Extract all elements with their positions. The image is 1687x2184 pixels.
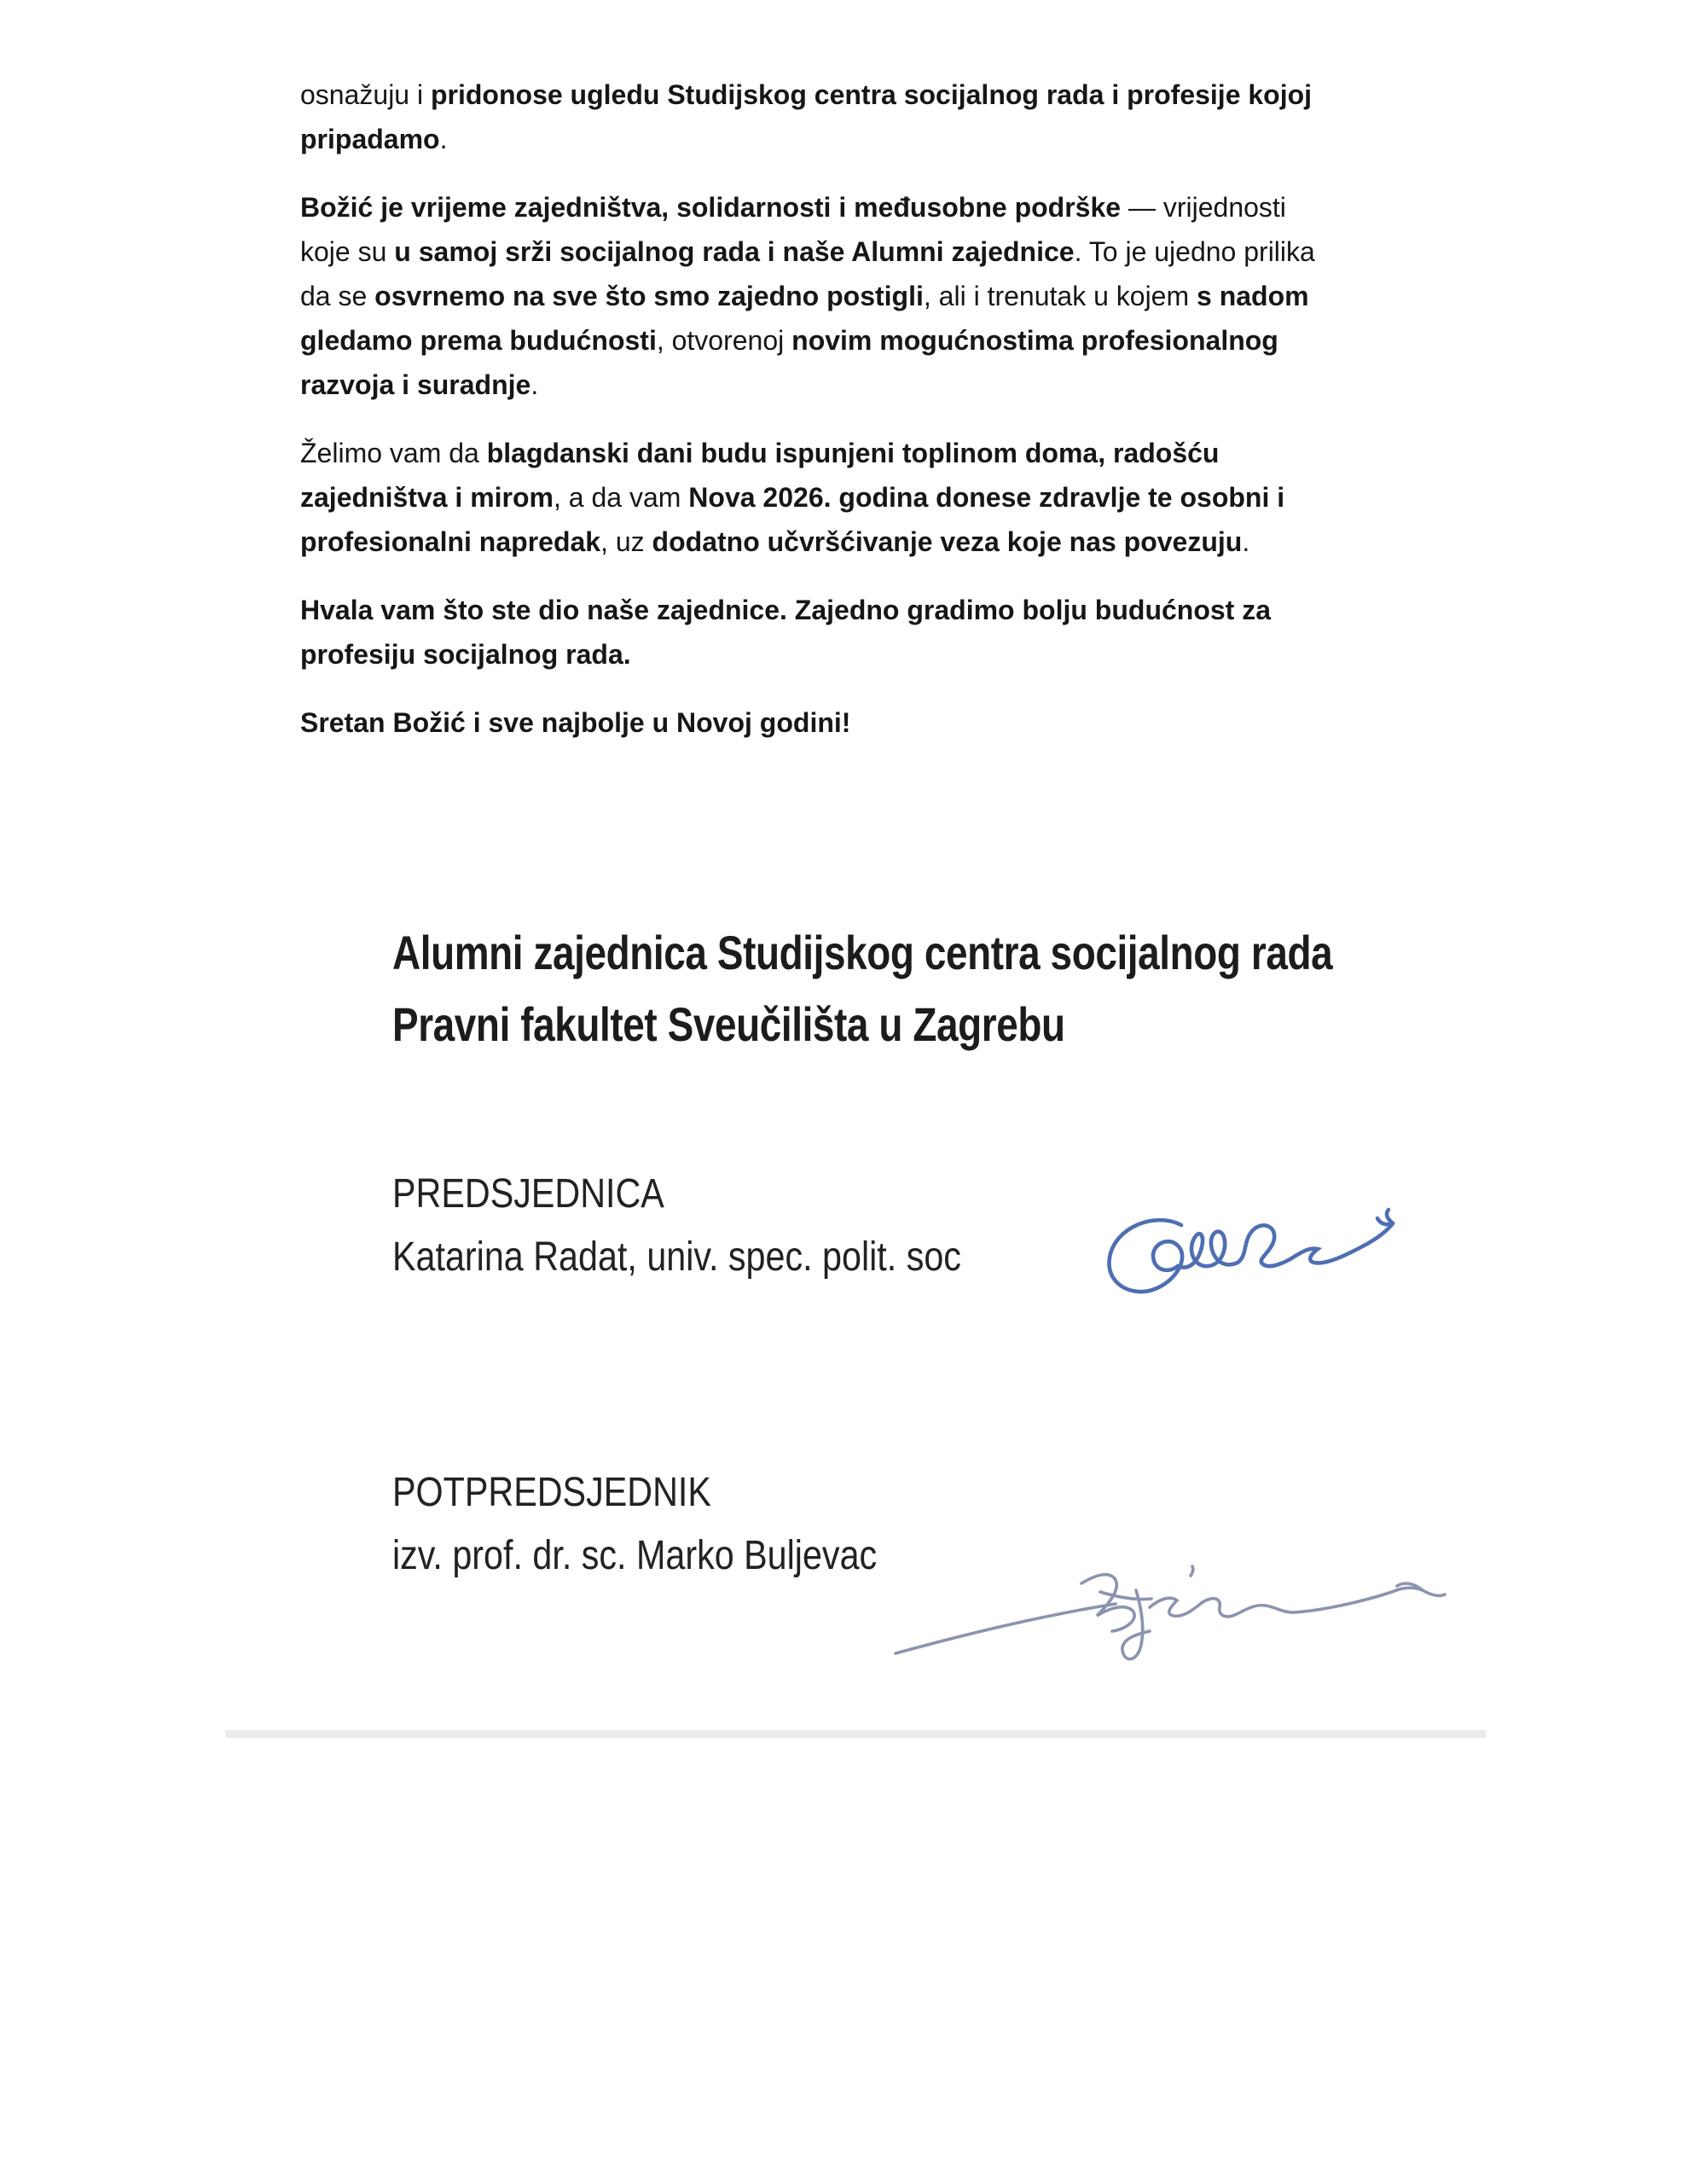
paragraph xyxy=(300,431,1383,564)
text-line xyxy=(300,632,1383,677)
text-segment: novim mogućnostima profesionalnog xyxy=(791,325,1278,356)
text-segment: koje su xyxy=(300,236,395,267)
text-segment: Sretan Božić i sve najbolje u Novoj godini! xyxy=(300,707,851,738)
divider-line xyxy=(225,1730,1486,1738)
paragraph xyxy=(300,185,1383,407)
text-line xyxy=(300,475,1383,520)
text-segment: razvoja i suradnje xyxy=(300,369,531,400)
text-segment: — vrijednosti xyxy=(1121,192,1286,223)
text-segment: , otvorenoj xyxy=(656,325,792,356)
body-text xyxy=(300,73,1383,769)
text-segment: , ali i trenutak u kojem xyxy=(923,281,1197,311)
text-segment: . xyxy=(439,124,448,154)
text-segment: Božić je vrijeme zajedništva, solidarnosti i međusobne podrške xyxy=(300,192,1122,223)
text-segment: da se xyxy=(300,281,375,311)
text-line xyxy=(300,73,1383,117)
text-segment: Želimo vam da xyxy=(300,438,487,468)
text-segment: , a da vam xyxy=(553,482,689,513)
signer-title: PREDSJEDNICA xyxy=(392,1171,664,1217)
text-segment: Nova 2026. godina donese zdravlje te osobni i xyxy=(688,482,1285,513)
signer-vice-president xyxy=(392,1461,956,1588)
signer-name: Katarina Radat, univ. spec. polit. soc xyxy=(392,1234,961,1280)
text-segment: pridonose ugledu Studijskog centra socijalnog rada i profesije kojoj xyxy=(430,79,1313,110)
organization-faculty: Pravni fakultet Sveučilišta u Zagrebu xyxy=(392,997,1065,1051)
text-line xyxy=(300,431,1383,475)
text-segment: Hvala vam što ste dio naše zajednice. Zajedno gradimo bolju budućnost za xyxy=(300,595,1272,625)
text-segment: gledamo prema budućnosti xyxy=(300,325,657,356)
text-segment: profesiju socijalnog rada. xyxy=(300,639,631,670)
signature-marko-image xyxy=(887,1554,1448,1674)
text-line xyxy=(300,274,1383,318)
paragraph xyxy=(300,700,1383,745)
signer-title: POTPREDSJEDNIK xyxy=(392,1470,711,1515)
text-line xyxy=(300,229,1383,274)
text-line xyxy=(300,520,1383,564)
text-segment: . To je ujedno prilika xyxy=(1074,236,1315,267)
text-segment: blagdanski dani budu ispunjeni toplinom doma, radošću xyxy=(486,438,1220,468)
signer-president xyxy=(392,1163,1054,1289)
text-segment: zajedništva i mirom xyxy=(300,482,554,513)
text-line xyxy=(300,700,1383,745)
text-line xyxy=(300,363,1383,407)
signature-katarina-image xyxy=(1096,1205,1396,1305)
paragraph xyxy=(300,73,1383,161)
organization-name: Alumni zajednica Studijskog centra socijalnog rada xyxy=(392,926,1333,979)
text-segment: pripadamo xyxy=(300,124,440,154)
paragraph xyxy=(300,588,1383,677)
text-segment: osnažuju i xyxy=(300,79,431,110)
signer-name: izv. prof. dr. sc. Marko Buljevac xyxy=(392,1533,878,1578)
organization-heading xyxy=(392,917,1539,1060)
text-line xyxy=(300,588,1383,632)
text-segment: , uz xyxy=(600,526,652,557)
text-segment: profesionalni napredak xyxy=(300,526,601,557)
text-segment: . xyxy=(1242,526,1250,557)
text-segment: u samoj srži socijalnog rada i naše Alumni zajednice xyxy=(394,236,1075,267)
text-segment: s nadom xyxy=(1197,281,1309,311)
text-segment: osvrnemo na sve što smo zajedno postigli xyxy=(374,281,924,311)
text-line xyxy=(300,318,1383,363)
text-segment: . xyxy=(530,369,539,400)
text-line xyxy=(300,117,1383,161)
text-line xyxy=(300,185,1383,229)
text-segment: dodatno učvršćivanje veza koje nas povezuju xyxy=(652,526,1243,557)
